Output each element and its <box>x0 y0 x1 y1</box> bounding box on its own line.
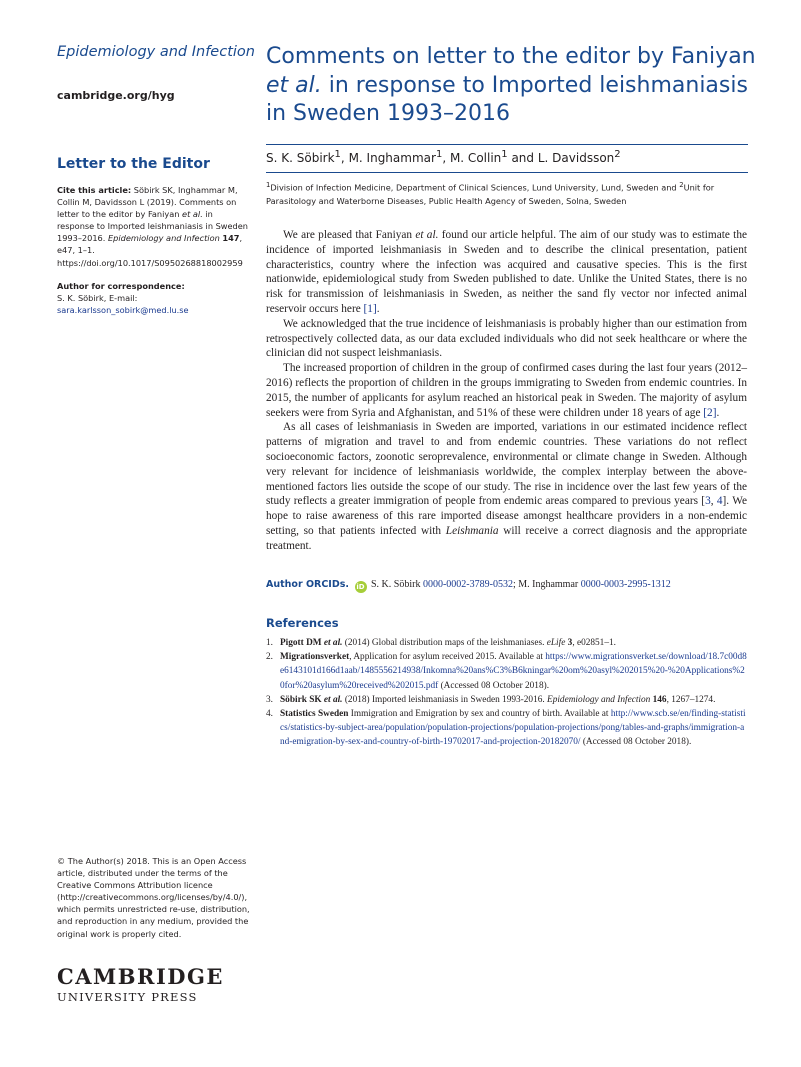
correspondence-block <box>57 280 252 316</box>
orcid-icon: iD <box>356 583 365 591</box>
cite-volume: 147 <box>222 233 240 244</box>
orcid-author-name: ; M. Inghammar <box>512 579 581 590</box>
ref-authors: Migrationsverket <box>280 652 350 663</box>
ref-text: (Accessed 08 October 2018). <box>438 680 550 691</box>
ref-authors: Statistics Sweden <box>280 709 349 720</box>
ref-link-2[interactable]: [2] <box>703 406 717 419</box>
ref-number: 2. <box>266 652 273 663</box>
reference-item <box>266 636 748 650</box>
letter-body <box>266 228 747 554</box>
reference-list <box>266 636 748 750</box>
cite-label: Cite this article: <box>57 185 132 195</box>
body-text: , <box>710 495 717 508</box>
orcid-link-sobirk[interactable]: 0000-0002-3789-0532 <box>422 579 513 590</box>
ref-authors: Söbirk SK <box>280 694 324 705</box>
reference-item <box>266 693 748 707</box>
author-affil-sup: 1 <box>501 149 508 160</box>
ref-volume: 146 <box>650 694 667 705</box>
article-type-label: Letter to the Editor <box>57 156 210 172</box>
ref-link-3[interactable]: 3 <box>705 495 711 508</box>
ref-text: , Application for asylum received 2015. Available at <box>349 652 546 663</box>
cambridge-logo <box>57 964 224 1004</box>
author-name: M. Inghammar <box>348 151 436 165</box>
logo-line-1: CAMBRIDGE <box>57 964 224 989</box>
journal-site-link[interactable]: cambridge.org/hyg <box>57 89 175 102</box>
ref-text: , 1267–1274. <box>666 694 716 705</box>
journal-name: Epidemiology and Infection <box>57 44 255 60</box>
affil-text-1: Division of Infection Medicine, Department of Clinical Sciences, Lund University, Lund, Sweden and <box>270 182 680 193</box>
author-affil-sup: 1 <box>334 149 341 160</box>
body-text: . <box>376 302 380 315</box>
logo-line-2: UNIVERSITY PRESS <box>57 990 198 1004</box>
correspondence-label: Author for correspondence: <box>57 281 185 291</box>
reference-item <box>266 650 748 693</box>
cite-text: Söbirk SK, Inghammar M, Collin M, Davidsson L (2019). Comments on letter to the editor by Faniyan <box>57 185 238 220</box>
author-affil-sup: 2 <box>614 149 621 160</box>
reference-item <box>266 707 748 750</box>
body-text: We are pleased that Faniyan <box>283 229 416 241</box>
author-name: L. Davidsson <box>537 151 615 165</box>
cite-journal: Epidemiology and Infection <box>107 233 220 244</box>
body-paragraph <box>266 228 747 317</box>
body-text: The increased proportion of children in the group of confirmed cases during the last four years (2012–2016) reflects the proportion of children in the groups immigrating to Sweden from endemic countries. In 2015, the number of applicants for asylum reached an historical peak in Sweden. The majority of asylum seekers were from Syria and Afghanistan, and 51% of these were children under 18 years of age <box>266 362 747 419</box>
ref-et-al: et al. <box>323 694 343 705</box>
ref-number: 4. <box>266 709 273 720</box>
body-text: As all cases of leishmaniasis in Sweden are imported, variations in our estimated incidence reflect patterns of migration and travel to and from endemic countries. These variations do not reflect socioeconomic factors, zoonotic seroprevalence, environmental or climate change in Sweden. Although very relevant for incidence of leishmaniasis worldwide, the complex interplay between the above-mentioned factors lies outside the scope of our study. The rise in incidence over the last few years of the study reflects a greater immigration of people from endemic areas compared to previous years [ <box>266 421 747 508</box>
author-name: S. K. Söbirk <box>266 151 335 165</box>
ref-et-al: et al. <box>323 638 343 648</box>
body-text: . <box>716 406 720 419</box>
title-part-2: in response to Imported leishmaniasis in Sweden 1993–2016 <box>266 72 748 126</box>
affil-sup-1: 1 <box>266 181 271 189</box>
body-text: ]. We hope to raise awareness of this rare imported disease amongst healthcare providers in a non-endemic setting, so that patients infected with <box>266 495 747 537</box>
affil-sup-2: 2 <box>679 181 684 189</box>
affil-text-2: Unit for Parasitology and Waterborne Diseases, Public Health Agency of Sweden, Solna, Sweden <box>266 182 715 206</box>
author-affil-sup: 1 <box>435 149 443 160</box>
correspondence-email-link[interactable]: sara.karlsson_sobirk@med.lu.se <box>57 305 189 316</box>
citation-block <box>57 184 252 269</box>
author-sep: and <box>507 151 538 165</box>
orcid-author-name: S. K. Söbirk <box>368 579 423 590</box>
body-text: will receive a correct diagnosis and the appropriate treatment. <box>266 524 747 552</box>
ref-text: (Accessed 08 October 2018). <box>580 737 692 748</box>
author-sep: , <box>340 151 349 165</box>
cite-et-al: et al. <box>182 209 203 220</box>
ref-volume: 3 <box>565 638 573 648</box>
cite-text-2: in response to Imported leishmaniasis in Sweden 1993–2016. <box>57 209 248 244</box>
correspondence-text: S. K. Söbirk, E-mail: <box>57 293 138 304</box>
body-paragraph <box>266 420 747 553</box>
article-title <box>266 43 756 129</box>
license-notice: © The Author(s) 2018. This is an Open Access article, distributed under the terms of the Creative Commons Attribution licence (http://creativecommons.org/licenses/by/4.0/), which permits unrestricted re-use, distribution, and reproduction in any medium, provided the original work is properly cited. <box>57 856 250 939</box>
ref-url-link[interactable]: https://www.migrationsverket.se/download/18.7c00d8e6143101d166d1aab/1485556214938/Inkomna%20ans%C3%B6kningar%20om%20asyl%202015%20-%20Applications%20for%20asylum%20received%202015.pdf <box>280 652 747 691</box>
ref-number: 3. <box>266 694 273 705</box>
orcids-label: Author ORCIDs. <box>266 579 349 590</box>
ref-authors: Pigott DM <box>280 638 324 648</box>
body-paragraph: We acknowledged that the true incidence of leishmaniasis is probably higher than our estimation from retrospectively collected data, as our data excluded individuals who did not seek healthcare or where the clinician did not suspect leishmaniasis. <box>266 317 747 360</box>
title-et-al: et al. <box>266 72 322 98</box>
author-name: M. Collin <box>449 151 502 165</box>
ref-journal: eLife <box>546 638 566 648</box>
title-rule <box>266 144 748 145</box>
references-heading: References <box>266 616 339 630</box>
ref-text: (2018) Imported leishmaniasis in Sweden 1993-2016. <box>342 694 548 705</box>
author-orcids <box>266 579 748 593</box>
ref-journal: Epidemiology and Infection <box>547 694 651 705</box>
body-genus: Leishmania <box>445 524 499 537</box>
ref-text: , e02851–1. <box>572 638 616 648</box>
ref-link-4[interactable]: 4 <box>716 495 723 508</box>
ref-text: Immigration and Emigration by sex and country of birth. Available at <box>348 709 611 720</box>
ref-number: 1. <box>266 638 273 648</box>
body-et-al: et al. <box>415 229 439 241</box>
body-text: found our article helpful. The aim of our study was to estimate the incidence of imported leishmaniasis in Sweden and to describe the clinical presentation, patient characteristics, country where the infection was acquired and causative species. This is the first nationwide, epidemiological study from Sweden published to date. Unlike the United States, there is no risk for transmission of leishmaniasis in Sweden, as neither the sand fly vector nor infected animal reservoir occurs here <box>266 229 747 315</box>
author-sep: , <box>442 151 450 165</box>
ref-link-1[interactable]: [1] <box>363 302 377 315</box>
orcid-link-inghammar[interactable]: 0000-0003-2995-1312 <box>580 579 671 590</box>
title-part-1: Comments on letter to the editor by Faniyan <box>266 44 756 69</box>
body-paragraph <box>266 361 747 420</box>
cite-doi: , e47, 1–1. https://doi.org/10.1017/S0950268818002959 <box>57 233 243 268</box>
author-list <box>266 149 621 165</box>
ref-url-link[interactable]: http://www.scb.se/en/finding-statistics/statistics-by-subject-area/population/population-projections/population-projections/pong/tables-and-graphs/immigration-and-emigration-by-sex-and-country-of-birth-19702017-and-projection-20182070/ <box>280 709 746 748</box>
authors-rule <box>266 172 748 173</box>
ref-text: (2014) Global distribution maps of the leishmaniases. <box>342 638 547 648</box>
affiliations <box>266 179 748 208</box>
